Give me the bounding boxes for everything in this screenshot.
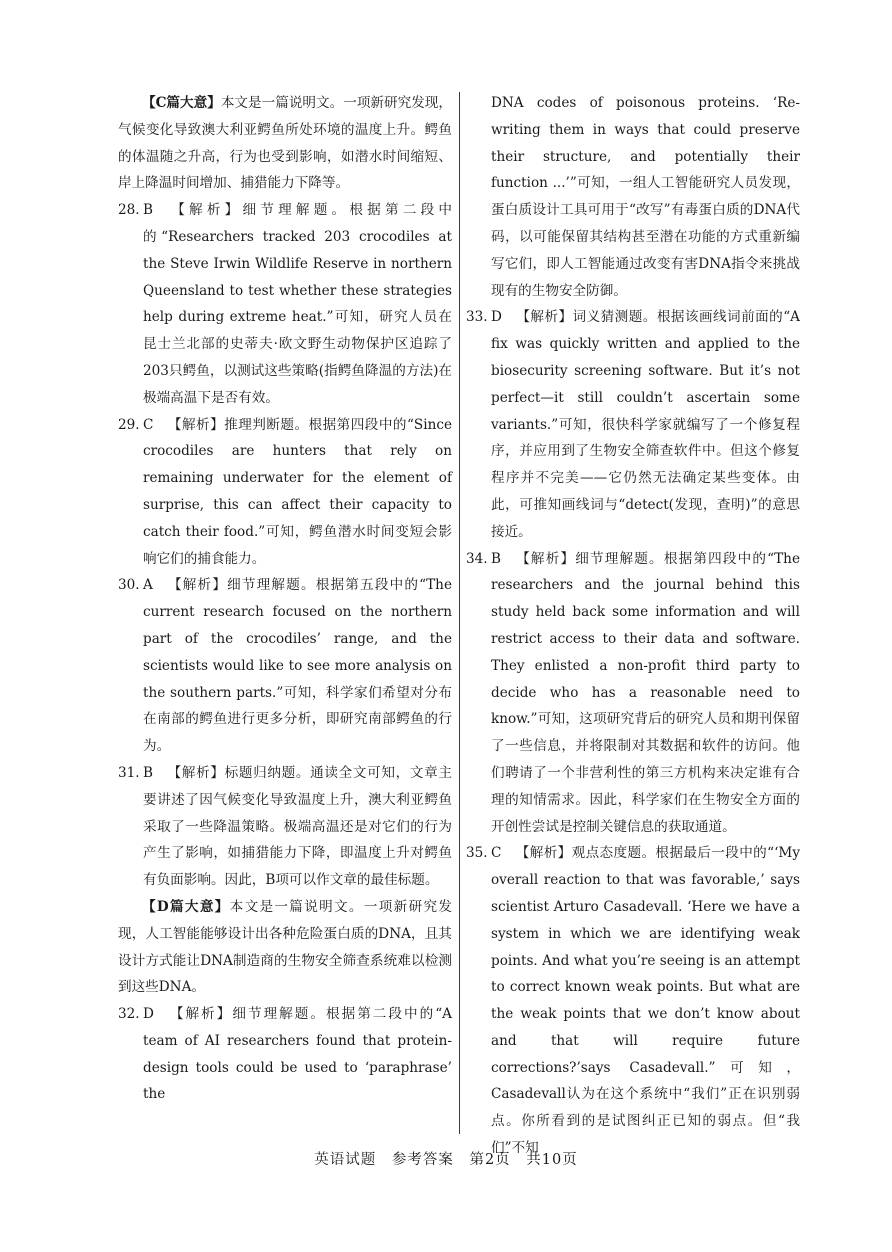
summary-c — [118, 90, 452, 197]
footer-total-pages: 共10页 — [526, 1152, 578, 1168]
answer-item-31 — [118, 760, 452, 894]
answer-letter: A — [143, 577, 153, 594]
footer-page-number: 第2页 — [469, 1152, 511, 1168]
item-number: 33. — [466, 309, 488, 326]
answer-letter: B — [143, 202, 153, 219]
summary-d — [118, 894, 452, 1001]
page-footer — [0, 1148, 892, 1169]
answer-item-35 — [466, 840, 800, 1162]
answer-item-30 — [118, 572, 452, 760]
explanation-text: 【解析】细节理解题。根据第五段中的“The current research focused on the northern part of the crocodiles’ range, and the scientists would like to see more analysis on the southern parts.”可知，科学家们希望对分布在南部的鳄鱼进行更多分析，即研究南部鳄鱼的行为。 — [143, 577, 452, 755]
summary-d-text: 本文是一篇说明文。一项新研究发现，人工智能能够设计出各种危险蛋白质的DNA，且其设计方式能让DNA制造商的生物安全筛查系统难以检测到这些DNA。 — [118, 898, 452, 996]
answer-item-28 — [118, 197, 452, 411]
answer-letter: B — [491, 550, 501, 567]
answer-letter: C — [143, 416, 154, 433]
item-number: 31. — [118, 764, 140, 781]
item-number: 28. — [118, 202, 140, 219]
answer-letter: D — [491, 309, 502, 326]
column-divider — [459, 92, 460, 1134]
explanation-text: 【解析】细节理解题。根据第二段中的“Researchers tracked 203 crocodiles at the Steve Irwin Wildlife Reserve in northern Queensland to test whether these strategies help during extreme heat.”可知，研究人员在昆士兰北部的史蒂夫·欧文野生动物保护区追踪了203只鳄鱼，以测试这些策略(指鳄鱼降温的方法)在极端高温下是否有效。 — [143, 202, 452, 406]
explanation-text: 【解析】观点态度题。根据最后一段中的“‘My overall reaction to that was favorable,’ says scientist Arturo Casadevall. ‘Here we have a system in which we are identifying weak points. And what you’re seeing is an attempt to correct known weak points. But what are the weak points that we don’t know about and that will require future corrections?’says Casadevall.”可知，Casadevall认为在这个系统中“我们”正在识别弱点。你所看到的是试图纠正已知的弱点。但“我们”不知 — [491, 845, 800, 1157]
summary-d-tag: 【D篇大意】 — [142, 898, 230, 915]
explanation-text: 【解析】词义猜测题。根据该画线词前面的“A fix was quickly written and applied to the biosecurity screening software. But it’s not perfect—it still couldn’t ascertain some variants.”可知，很快科学家就编写了一个修复程序，并应用到了生物安全筛查软件中。但这个修复程序并不完美——它仍然无法确定某些变体。由此，可推知画线词与“detect(发现，查明)”的意思接近。 — [491, 309, 800, 540]
footer-subject: 英语试题 — [314, 1152, 377, 1168]
explanation-text: 【解析】细节理解题。根据第四段中的“The researchers and the journal behind this study held back some information and will restrict access to their data and software. They enlisted a non-profit third party to decide who has a reasonable need to know.”可知，这项研究背后的研究人员和期刊保留了一些信息，并将限制对其数据和软件的访问。他们聘请了一个非营利性的第三方机构来决定谁有合理的知情需求。因此，科学家们在生物安全方面的开创性尝试是控制关键信息的获取通道。 — [491, 550, 800, 835]
summary-c-tag: 【C篇大意】 — [142, 95, 221, 111]
item-number: 35. — [466, 845, 488, 862]
item-number: 34. — [466, 550, 488, 567]
item-number: 32. — [118, 1006, 140, 1023]
item-number: 29. — [118, 416, 140, 433]
answer-item-29 — [118, 412, 452, 573]
left-column — [118, 90, 452, 1108]
right-column — [466, 90, 800, 1162]
summary-c-text: 本文是一篇说明文。一项新研究发现，气候变化导致澳大利亚鳄鱼所处环境的温度上升。鳄鱼的体温随之升高，行为也受到影响，如潜水时间缩短、岸上降温时间增加、捕猎能力下降等。 — [118, 95, 453, 192]
answer-letter: B — [143, 764, 153, 781]
item-number: 30. — [118, 577, 140, 594]
answer-item-34 — [466, 546, 800, 841]
explanation-text: 【解析】标题归纳题。通读全文可知，文章主要讲述了因气候变化导致温度上升，澳大利亚鳄鱼采取了一些降温策略。极端高温还是对它们的行为产生了影响，如捕猎能力下降，即温度上升对鳄鱼有负面影响。因此，B项可以作文章的最佳标题。 — [143, 764, 452, 889]
answer-item-32-continued: DNA codes of poisonous proteins. ‘Re-writing them in ways that could preserve their structure, and potentially their function ...’”可知，一组人工智能研究人员发现，蛋白质设计工具可用于“改写”有毒蛋白质的DNA代码，以可能保留其结构甚至潜在功能的方式重新编写它们，即人工智能通过改变有害DNA指令来挑战现有的生物安全防御。 — [491, 95, 800, 299]
answer-item-32 — [118, 1001, 452, 1108]
answer-letter: C — [491, 845, 502, 862]
footer-type: 参考答案 — [391, 1152, 454, 1168]
explanation-text: 【解析】细节理解题。根据第二段中的“A team of AI researchers found that protein-design tools could be used to ‘paraphrase’ the — [143, 1006, 452, 1103]
answer-letter: D — [143, 1006, 154, 1023]
answer-item-33 — [466, 304, 800, 545]
explanation-text: 【解析】推理判断题。根据第四段中的“Since crocodiles are hunters that rely on remaining underwater for the element of surprise, this can affect their capacity to catch their food.”可知，鳄鱼潜水时间变短会影响它们的捕食能力。 — [143, 416, 452, 567]
